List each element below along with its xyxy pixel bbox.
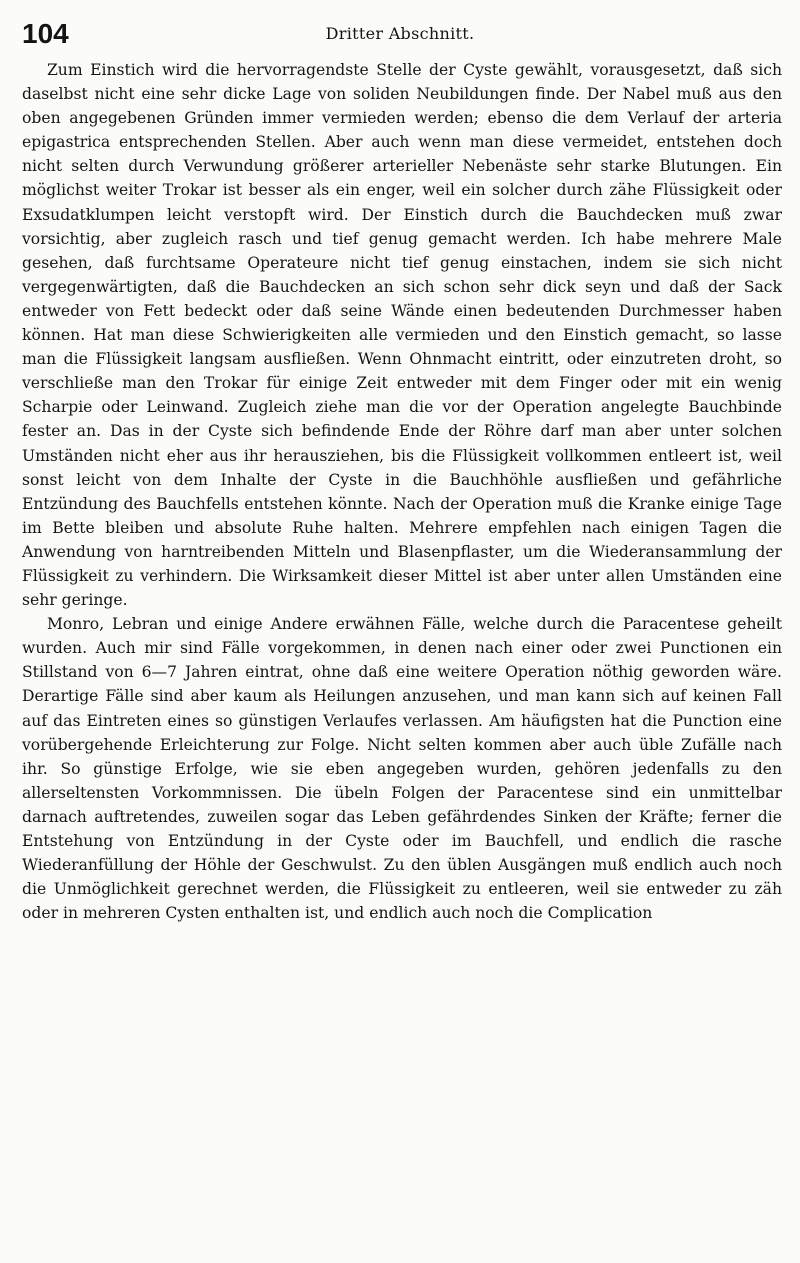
body-text	[22, 58, 782, 925]
page-header	[22, 16, 778, 56]
paragraph: Zum Einstich wird die hervorragendste Stelle der Cyste gewählt, vorausgesetzt, daß sich daselbst nicht eine sehr dicke Lage von soliden Neubildungen finde. Der Nabel muß aus den oben angegebenen Gründen immer vermieden werden; ebenso die dem Verlauf der arteria epigastrica entsprechenden Stellen. Aber auch wenn man diese vermeidet, entstehen doch nicht selten durch Verwundung größerer arterieller Nebenäste sehr starke Blutungen. Ein möglichst weiter Trokar ist besser als ein enger, weil ein solcher durch zähe Flüssigkeit oder Exsudatklumpen leicht verstopft wird. Der Einstich durch die Bauchdecken muß zwar vorsichtig, aber zugleich rasch und tief genug gemacht werden. Ich habe mehrere Male gesehen, daß furchtsame Operateure nicht tief genug einstachen, indem sie sich nicht vergegenwärtigten, daß die Bauchdecken an sich schon sehr dick seyn und daß der Sack entweder von Fett bedeckt oder daß seine Wände einen bedeutenden Durchmesser haben können. Hat man diese Schwierigkeiten alle vermieden und den Einstich gemacht, so lasse man die Flüssigkeit langsam ausfließen. Wenn Ohnmacht eintritt, oder einzutreten droht, so verschließe man den Trokar für einige Zeit entweder mit dem Finger oder mit ein wenig Scharpie oder Leinwand. Zugleich ziehe man die vor der Operation angelegte Bauchbinde fester an. Das in der Cyste sich befindende Ende der Röhre darf man aber unter solchen Umständen nicht eher aus ihr herausziehen, bis die Flüssigkeit vollkommen entleert ist, weil sonst leicht von dem Inhalte der Cyste in die Bauchhöhle ausfließen und gefährliche Entzündung des Bauchfells entstehen könnte. Nach der Operation muß die Kranke einige Tage im Bette bleiben und absolute Ruhe halten. Mehrere empfehlen nach einigen Tagen die Anwendung von harntreibenden Mitteln und Blasenpflaster, um die Wiederansammlung der Flüssigkeit zu verhindern. Die Wirksamkeit dieser Mittel ist aber unter allen Umständen eine sehr geringe.	[22, 61, 782, 610]
page-number: 104	[22, 18, 69, 49]
paragraph: Monro, Lebran und einige Andere erwähnen Fälle, welche durch die Paracentese geheilt wurden. Auch mir sind Fälle vorgekommen, in denen nach einer oder zwei Punctionen ein Stillstand von 6—7 Jahren eintrat, ohne daß eine weitere Operation nöthig geworden wäre. Derartige Fälle sind aber kaum als Heilungen anzusehen, und man kann sich auf keinen Fall auf das Eintreten eines so günstigen Verlaufes verlassen. Am häufigsten hat die Punction eine vorübergehende Erleichterung zur Folge. Nicht selten kommen aber auch üble Zufälle nach ihr. So günstige Erfolge, wie sie eben angegeben wurden, gehören jedenfalls zu den allerseltensten Vorkommnissen. Die übeln Folgen der Paracentese sind ein unmittelbar darnach auftretendes, zuweilen sogar das Leben gefährdendes Sinken der Kräfte; ferner die Entstehung von Entzündung in der Cyste oder im Bauchfell, und endlich die rasche Wiederanfüllung der Höhle der Geschwulst. Zu den üblen Ausgängen muß endlich auch noch die Unmöglichkeit gerechnet werden, die Flüssigkeit zu entleeren, weil sie entweder zu zäh oder in mehreren Cysten enthalten ist, und endlich auch noch die Complication	[22, 615, 782, 923]
running-head: Dritter Abschnitt.	[325, 24, 475, 43]
